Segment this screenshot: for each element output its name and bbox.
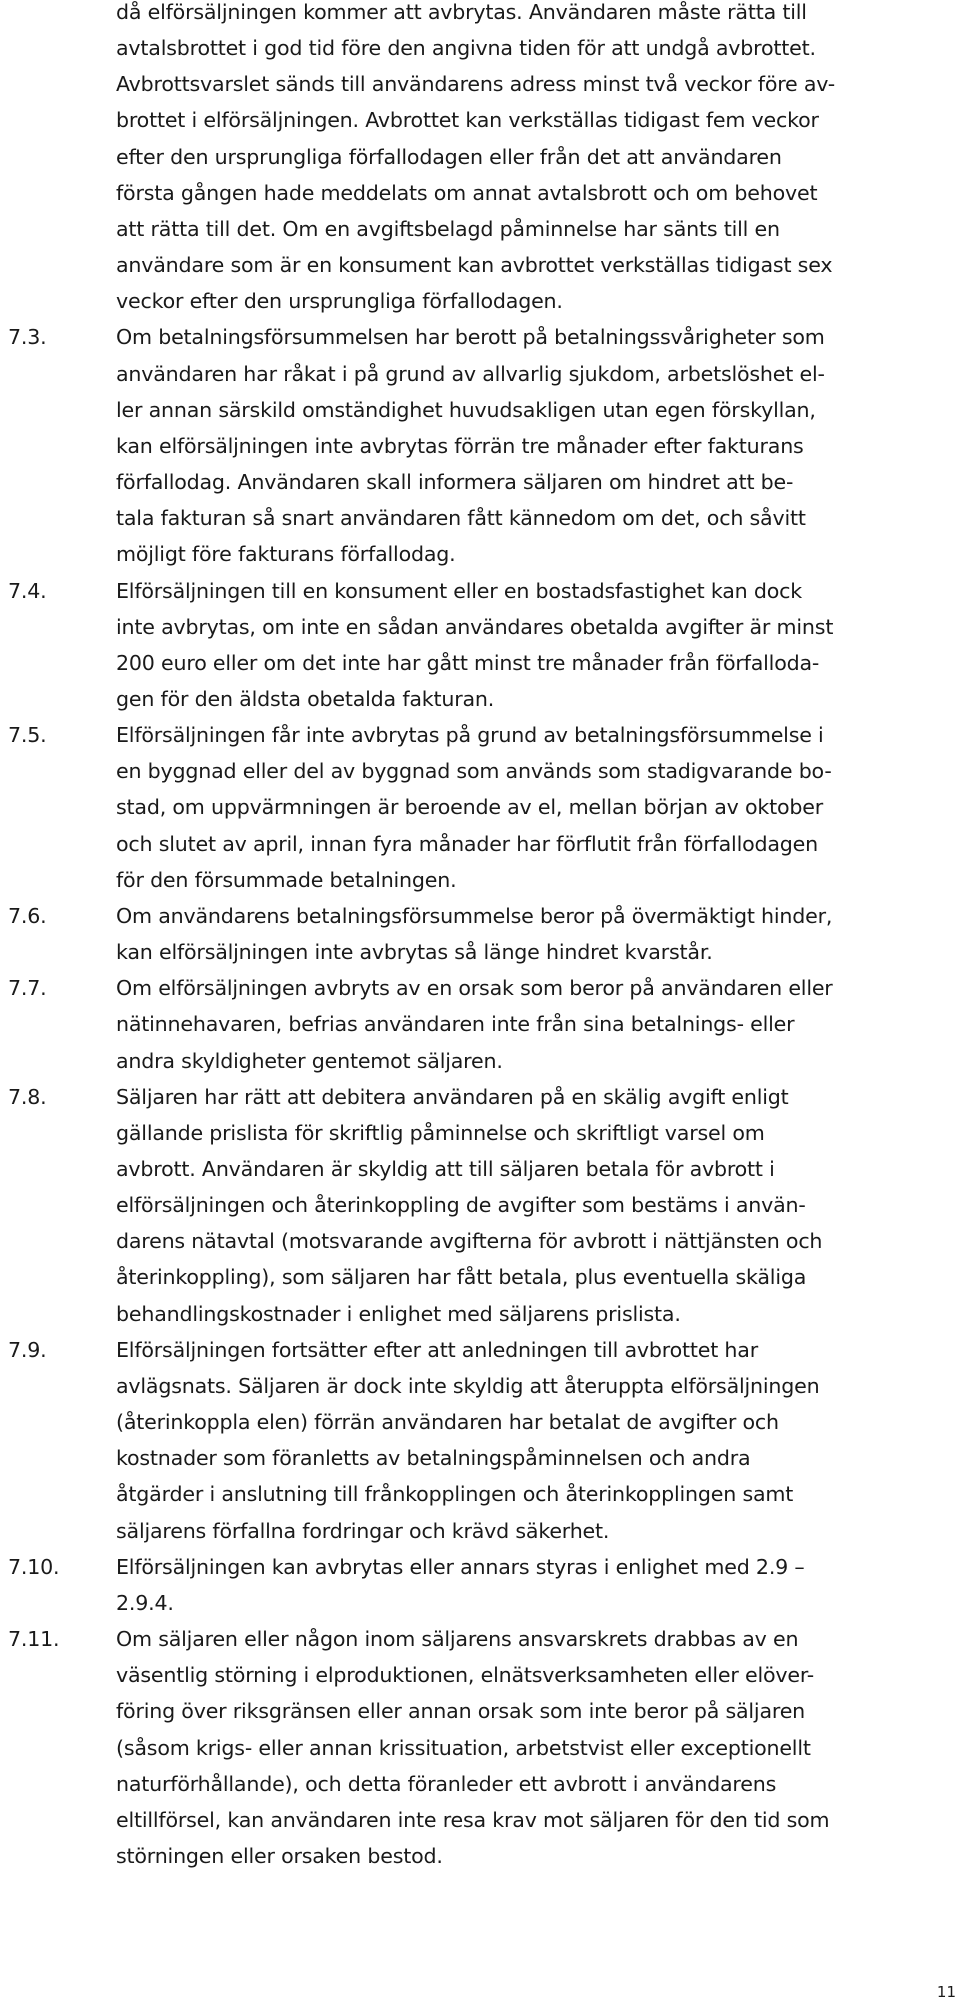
section-7-6 xyxy=(8,898,948,970)
text-line: avlägsnats. Säljaren är dock inte skyldig att återuppta elförsäljningen xyxy=(116,1373,820,1398)
section-number: 7.8. xyxy=(8,1084,47,1109)
text-line: veckor efter den ursprungliga förfallodagen. xyxy=(116,289,563,314)
text-line: användaren har råkat i på grund av allvarlig sjukdom, arbetslöshet el- xyxy=(116,361,825,386)
text-line: 200 euro eller om det inte har gått minst tre månader från förfalloda- xyxy=(116,650,820,675)
text-line: nätinnehavaren, befrias användaren inte från sina betalnings- eller xyxy=(116,1012,795,1037)
section-text xyxy=(116,573,958,718)
text-line: kan elförsäljningen inte avbrytas förrän tre månader efter fakturans xyxy=(116,433,804,458)
text-line: efter den ursprungliga förfallodagen eller från det att användaren xyxy=(116,144,782,169)
text-line: Elförsäljningen kan avbrytas eller annars styras i enlighet med 2.9 – xyxy=(116,1554,805,1579)
page-number: 11 xyxy=(936,1983,956,2001)
section-number: 7.3. xyxy=(8,325,47,350)
text-line: ler annan särskild omständighet huvudsakligen utan egen förskyllan, xyxy=(116,397,816,422)
text-line: stad, om uppvärmningen är beroende av el, mellan början av oktober xyxy=(116,795,823,820)
section-number: 7.9. xyxy=(8,1337,47,1362)
text-line: (återinkoppla elen) förrän användaren har betalat de avgifter och xyxy=(116,1410,779,1435)
text-line: Elförsäljningen fortsätter efter att anledningen till avbrottet har xyxy=(116,1337,758,1362)
text-line: åtgärder i anslutning till frånkopplingen och återinkopplingen samt xyxy=(116,1482,794,1507)
text-line: Elförsäljningen till en konsument eller en bostadsfastighet kan dock xyxy=(116,578,802,603)
text-line: en byggnad eller del av byggnad som används som stadigvarande bo- xyxy=(116,759,832,784)
section-text xyxy=(116,717,958,898)
section-7-10 xyxy=(8,1549,948,1621)
text-line: återinkoppling), som säljaren har fått betala, plus eventuella skäliga xyxy=(116,1265,807,1290)
text-line: och slutet av april, innan fyra månader har förflutit från förfallodagen xyxy=(116,831,818,856)
text-line: säljarens förfallna fordringar och krävd säkerhet. xyxy=(116,1518,610,1543)
text-line: 2.9.4. xyxy=(116,1590,174,1615)
text-line: behandlingskostnader i enlighet med säljarens prislista. xyxy=(116,1301,681,1326)
text-line: brottet i elförsäljningen. Avbrottet kan verkställas tidigast fem veckor xyxy=(116,108,819,133)
section-number: 7.7. xyxy=(8,976,47,1001)
section-7-8 xyxy=(8,1079,948,1332)
text-line: då elförsäljningen kommer att avbrytas. Användaren måste rätta till xyxy=(116,0,807,24)
text-line: darens nätavtal (motsvarande avgifterna för avbrott i nättjänsten och xyxy=(116,1229,823,1254)
text-line: Avbrottsvarslet sänds till användarens adress minst två veckor före av- xyxy=(116,72,835,97)
text-line: Säljaren har rätt att debitera användaren på en skälig avgift enligt xyxy=(116,1084,789,1109)
text-line: (såsom krigs- eller annan krissituation, arbetstvist eller exceptionellt xyxy=(116,1735,811,1760)
terms-sections xyxy=(8,0,948,1874)
section-text xyxy=(116,0,958,319)
text-line: användare som är en konsument kan avbrottet verkställas tidigast sex xyxy=(116,253,833,278)
text-line: väsentlig störning i elproduktionen, elnätsverksamheten eller elöver- xyxy=(116,1663,815,1688)
text-line: gen för den äldsta obetalda fakturan. xyxy=(116,686,495,711)
section-7-7 xyxy=(8,970,948,1078)
text-line: avtalsbrottet i god tid före den angivna tiden för att undgå avbrottet. xyxy=(116,36,816,61)
text-line: kostnader som föranletts av betalningspåminnelsen och andra xyxy=(116,1446,751,1471)
text-line: för den försummade betalningen. xyxy=(116,867,457,892)
text-line: Om säljaren eller någon inom säljarens ansvarskrets drabbas av en xyxy=(116,1627,799,1652)
text-line: elförsäljningen och återinkoppling de avgifter som bestäms i använ- xyxy=(116,1193,806,1218)
text-line: Om elförsäljningen avbryts av en orsak som beror på användaren eller xyxy=(116,976,833,1001)
text-line: eltillförsel, kan användaren inte resa krav mot säljaren för den tid som xyxy=(116,1807,830,1832)
text-line: kan elförsäljningen inte avbrytas så länge hindret kvarstår. xyxy=(116,940,713,965)
section-text xyxy=(116,319,958,572)
section-number: 7.6. xyxy=(8,903,47,928)
section-text xyxy=(116,1621,958,1874)
section-continued xyxy=(8,0,948,319)
text-line: Elförsäljningen får inte avbrytas på grund av betalningsförsummelse i xyxy=(116,723,824,748)
text-line: möjligt före fakturans förfallodag. xyxy=(116,542,456,567)
text-line: Om betalningsförsummelsen har berott på betalningssvårigheter som xyxy=(116,325,825,350)
text-line: gällande prislista för skriftlig påminnelse och skriftligt varsel om xyxy=(116,1120,765,1145)
section-7-11 xyxy=(8,1621,948,1874)
text-line: Om användarens betalningsförsummelse beror på övermäktigt hinder, xyxy=(116,903,833,928)
text-line: inte avbrytas, om inte en sådan användares obetalda avgifter är minst xyxy=(116,614,834,639)
section-7-9 xyxy=(8,1332,948,1549)
text-line: avbrott. Användaren är skyldig att till säljaren betala för avbrott i xyxy=(116,1157,775,1181)
section-number: 7.4. xyxy=(8,578,47,603)
section-text xyxy=(116,1332,958,1549)
section-number: 7.10. xyxy=(8,1554,60,1579)
section-7-4 xyxy=(8,573,948,718)
section-7-5 xyxy=(8,717,948,898)
section-text xyxy=(116,1549,958,1621)
text-line: första gången hade meddelats om annat avtalsbrott och om behovet xyxy=(116,180,818,205)
section-7-3 xyxy=(8,319,948,572)
text-line: andra skyldigheter gentemot säljaren. xyxy=(116,1048,503,1073)
section-number: 7.5. xyxy=(8,723,47,748)
text-line: naturförhållande), och detta föranleder ett avbrott i användarens xyxy=(116,1771,777,1796)
section-number: 7.11. xyxy=(8,1627,60,1652)
section-text xyxy=(116,898,958,970)
text-line: föring över riksgränsen eller annan orsak som inte beror på säljaren xyxy=(116,1699,806,1724)
text-line: att rätta till det. Om en avgiftsbelagd påminnelse har sänts till en xyxy=(116,216,780,241)
text-line: tala fakturan så snart användaren fått kännedom om det, och såvitt xyxy=(116,506,806,531)
section-text xyxy=(116,970,958,1078)
text-line: störningen eller orsaken bestod. xyxy=(116,1843,443,1868)
section-text xyxy=(116,1079,958,1332)
text-line: förfallodag. Användaren skall informera säljaren om hindret att be- xyxy=(116,470,794,495)
